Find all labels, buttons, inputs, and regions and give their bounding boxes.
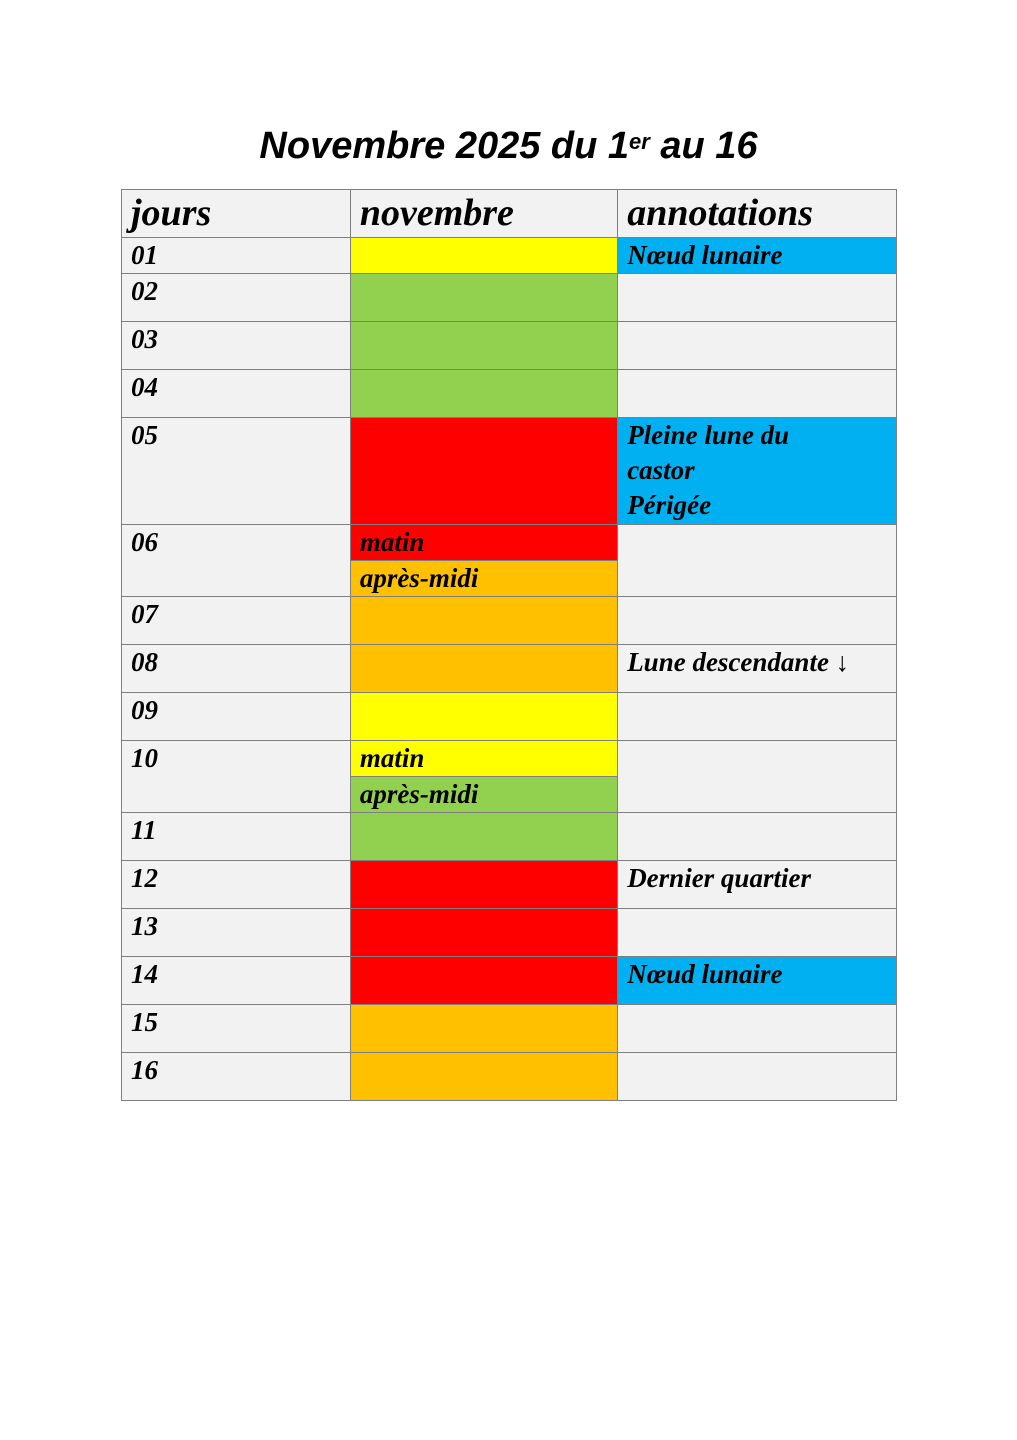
morning-cell: matin bbox=[350, 525, 617, 561]
day-cell: 01 bbox=[122, 238, 351, 274]
day-cell: 02 bbox=[122, 274, 351, 322]
annotation-cell bbox=[618, 741, 897, 813]
day-cell: 09 bbox=[122, 693, 351, 741]
month-color-cell bbox=[350, 957, 617, 1005]
annotation-cell bbox=[618, 418, 897, 525]
month-color-cell bbox=[350, 813, 617, 861]
annotation-cell bbox=[618, 909, 897, 957]
annotation-cell bbox=[618, 274, 897, 322]
title-rest: au 16 bbox=[649, 125, 758, 167]
month-color-cell bbox=[350, 322, 617, 370]
table-row bbox=[122, 418, 897, 525]
table-row bbox=[122, 597, 897, 645]
annotation-cell bbox=[618, 1053, 897, 1101]
table-row bbox=[122, 322, 897, 370]
calendar-table bbox=[121, 189, 897, 1101]
afternoon-cell: après-midi bbox=[350, 777, 617, 813]
month-color-cell bbox=[350, 645, 617, 693]
header-novembre: novembre bbox=[350, 190, 617, 238]
annotation-cell bbox=[618, 813, 897, 861]
annotation-cell: Nœud lunaire bbox=[618, 957, 897, 1005]
afternoon-cell: après-midi bbox=[350, 561, 617, 597]
month-color-cell bbox=[350, 693, 617, 741]
day-cell: 12 bbox=[122, 861, 351, 909]
annotation-cell bbox=[618, 322, 897, 370]
table-row bbox=[122, 238, 897, 274]
day-cell: 16 bbox=[122, 1053, 351, 1101]
month-color-cell bbox=[350, 1005, 617, 1053]
table-row bbox=[122, 1005, 897, 1053]
annotation-cell bbox=[618, 1005, 897, 1053]
day-cell: 14 bbox=[122, 957, 351, 1005]
day-cell: 06 bbox=[122, 525, 351, 597]
title-superscript: er bbox=[629, 129, 650, 154]
day-cell: 15 bbox=[122, 1005, 351, 1053]
table-row bbox=[122, 909, 897, 957]
day-cell: 10 bbox=[122, 741, 351, 813]
month-color-cell bbox=[350, 909, 617, 957]
month-color-cell bbox=[350, 861, 617, 909]
title-main: Novembre 2025 du 1 bbox=[259, 125, 630, 167]
day-cell: 07 bbox=[122, 597, 351, 645]
annotation-line: Périgée bbox=[627, 490, 712, 520]
annotation-line: castor bbox=[627, 455, 695, 485]
morning-cell: matin bbox=[350, 741, 617, 777]
day-cell: 11 bbox=[122, 813, 351, 861]
month-color-cell bbox=[350, 597, 617, 645]
day-cell: 13 bbox=[122, 909, 351, 957]
table-row bbox=[122, 525, 897, 561]
month-color-cell bbox=[350, 238, 617, 274]
day-cell: 05 bbox=[122, 418, 351, 525]
day-cell: 03 bbox=[122, 322, 351, 370]
month-color-cell bbox=[350, 1053, 617, 1101]
annotation-cell: Lune descendante ↓ bbox=[618, 645, 897, 693]
table-row bbox=[122, 370, 897, 418]
annotation-cell bbox=[618, 525, 897, 597]
annotation-cell bbox=[618, 693, 897, 741]
month-color-cell bbox=[350, 370, 617, 418]
table-row bbox=[122, 1053, 897, 1101]
header-jours: jours bbox=[122, 190, 351, 238]
annotation-cell: Nœud lunaire bbox=[618, 238, 897, 274]
table-row bbox=[122, 861, 897, 909]
table-row bbox=[122, 957, 897, 1005]
month-color-cell bbox=[350, 418, 617, 525]
table-row bbox=[122, 741, 897, 777]
page-title bbox=[0, 122, 1017, 170]
day-cell: 04 bbox=[122, 370, 351, 418]
annotation-cell: Dernier quartier bbox=[618, 861, 897, 909]
annotation-cell bbox=[618, 597, 897, 645]
annotation-cell bbox=[618, 370, 897, 418]
month-color-cell bbox=[350, 274, 617, 322]
table-row bbox=[122, 813, 897, 861]
table-row bbox=[122, 645, 897, 693]
table-row bbox=[122, 274, 897, 322]
table-row bbox=[122, 693, 897, 741]
header-annotations: annotations bbox=[618, 190, 897, 238]
annotation-line: Pleine lune du bbox=[627, 420, 790, 450]
day-cell: 08 bbox=[122, 645, 351, 693]
table-header-row bbox=[122, 190, 897, 238]
